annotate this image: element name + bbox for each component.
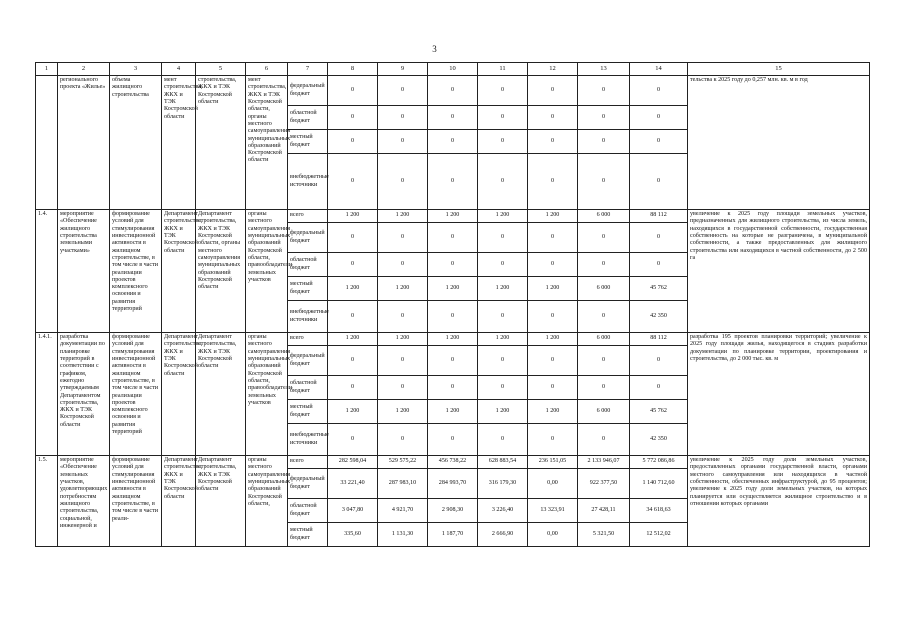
measure-name: мероприятие «Обеспечение жилищного строительства земельными участками» (58, 210, 110, 333)
funding-value: 1 200 (528, 210, 578, 223)
funding-source: внебюджетные источники (288, 424, 328, 456)
funding-value: 42 350 (630, 301, 688, 333)
funding-value: 2 133 946,07 (578, 456, 630, 469)
funding-value: 0 (328, 223, 378, 253)
funding-value: 0 (378, 424, 428, 456)
funding-value: 0 (428, 346, 478, 376)
task-description: объема жилищного строительства (110, 76, 162, 210)
funding-source: федеральный бюджет (288, 76, 328, 106)
responsible-executor: Департамент строительства, ЖКХ и ТЭК Костромской области (162, 456, 196, 547)
task-description: формирование условий для стимулирования инвестиционной активности в жилищном строительстве, в том числе в части реализации проектов комплексного освоения и развития территорий (110, 210, 162, 333)
funding-value: 0 (378, 223, 428, 253)
responsible-executor: мент строительства, ЖКХ и ТЭК Костромской области (162, 76, 196, 210)
column-number: 4 (162, 63, 196, 76)
funding-value: 45 762 (630, 400, 688, 424)
funding-source: федеральный бюджет (288, 346, 328, 376)
column-number: 6 (246, 63, 288, 76)
funding-source: областной бюджет (288, 106, 328, 130)
funding-value: 0 (578, 253, 630, 277)
funding-value: 0,00 (528, 469, 578, 499)
participants: органы местного самоуправления муниципальных образований Костромской области, (246, 456, 288, 547)
funding-source: внебюджетные источники (288, 154, 328, 210)
funding-value: 287 983,10 (378, 469, 428, 499)
funding-value: 0 (630, 253, 688, 277)
funding-value: 1 200 (478, 277, 528, 301)
expected-result: увеличение к 2025 году доли земельных участков, предоставленных органами государственной власти, органами местного самоуправления или находящихся в частной собственности, обеспеченных инфраструктурой, до 95 процентов; увеличение к 2025 году доли земельных участков, на которых планируется или осуществляется жилищное строительство и в отношении которых органами (688, 456, 870, 547)
funding-value: 0 (630, 154, 688, 210)
funding-value: 0 (578, 106, 630, 130)
funding-value: 0 (328, 154, 378, 210)
funding-value: 0 (428, 223, 478, 253)
measure-name: разработка документации по планировке территорий в соответствии с графиком, ежегодно утверждаемым Департаментом строительства, ЖКХ и ТЭК Костромской области (58, 333, 110, 456)
funding-value: 1 200 (378, 277, 428, 301)
funding-value: 0 (328, 76, 378, 106)
funding-value: 282 598,04 (328, 456, 378, 469)
funding-value: 12 512,02 (630, 523, 688, 547)
co-executor: Департамент строительства, ЖКХ и ТЭК Костромской области (196, 333, 246, 456)
column-number: 9 (378, 63, 428, 76)
funding-value: 1 131,30 (378, 523, 428, 547)
funding-value: 0 (328, 424, 378, 456)
funding-value: 0 (378, 154, 428, 210)
funding-value: 1 200 (378, 210, 428, 223)
funding-value: 0,00 (528, 523, 578, 547)
funding-value: 33 221,40 (328, 469, 378, 499)
column-number: 8 (328, 63, 378, 76)
funding-value: 0 (378, 130, 428, 154)
funding-value: 1 200 (378, 400, 428, 424)
funding-value: 1 200 (378, 333, 428, 346)
funding-value: 5 321,50 (578, 523, 630, 547)
funding-value: 0 (428, 76, 478, 106)
page-number: 3 (432, 44, 437, 54)
funding-source: федеральный бюджет (288, 223, 328, 253)
funding-value: 0 (478, 76, 528, 106)
funding-value: 0 (478, 223, 528, 253)
task-description: формирование условий для стимулирования инвестиционной активности в жилищном строительстве, в том числе в части реали- (110, 456, 162, 547)
funding-value: 2 908,30 (428, 499, 478, 523)
funding-source: всего (288, 210, 328, 223)
co-executor: Департамент строительства, ЖКХ и ТЭК Костромской области, органы местного самоуправления муниципальных образований Костромской области (196, 210, 246, 333)
funding-value: 88 112 (630, 333, 688, 346)
column-number: 7 (288, 63, 328, 76)
funding-value: 1 200 (478, 333, 528, 346)
funding-value: 1 200 (328, 210, 378, 223)
funding-value: 0 (528, 76, 578, 106)
funding-value: 0 (478, 253, 528, 277)
funding-value: 0 (578, 154, 630, 210)
funding-value: 0 (630, 223, 688, 253)
funding-value: 88 112 (630, 210, 688, 223)
funding-value: 0 (378, 301, 428, 333)
column-number: 1 (36, 63, 58, 76)
funding-value: 0 (478, 301, 528, 333)
funding-value: 628 883,54 (478, 456, 528, 469)
measure-name: мероприятие «Обеспечение земельных участков, удовлетворяющих потребностям жилищного строительства, социальной, инженерной и (58, 456, 110, 547)
funding-value: 0 (478, 424, 528, 456)
responsible-executor: Департамент строительства, ЖКХ и ТЭК Костромской области (162, 333, 196, 456)
funding-source: местный бюджет (288, 277, 328, 301)
column-number: 14 (630, 63, 688, 76)
funding-value: 0 (578, 223, 630, 253)
funding-value: 1 200 (328, 400, 378, 424)
funding-value: 1 200 (478, 400, 528, 424)
funding-value: 0 (578, 424, 630, 456)
funding-value: 42 350 (630, 424, 688, 456)
funding-value: 1 200 (528, 277, 578, 301)
funding-value: 0 (328, 346, 378, 376)
expected-result: разработка 195 проектов планировки территорий; увеличение к 2025 году площади жилья, находящегося в стадиях разработки документации по планировке территории, проектирования и строительства, до 2 000 тыс. кв. м (688, 333, 870, 456)
funding-source: областной бюджет (288, 499, 328, 523)
participants: органы местного самоуправления муниципальных образований Костромской области, правообладатели земельных участков (246, 210, 288, 333)
funding-source: местный бюджет (288, 130, 328, 154)
funding-value: 1 200 (428, 400, 478, 424)
column-number: 12 (528, 63, 578, 76)
funding-value: 0 (528, 253, 578, 277)
funding-value: 0 (378, 346, 428, 376)
funding-value: 0 (578, 346, 630, 376)
funding-value: 1 187,70 (428, 523, 478, 547)
table-row (36, 333, 870, 346)
table-row (36, 76, 870, 106)
column-number: 13 (578, 63, 630, 76)
co-executor: строительства, ЖКХ и ТЭК Костромской области (196, 76, 246, 210)
funding-value: 0 (328, 106, 378, 130)
funding-source: местный бюджет (288, 523, 328, 547)
funding-value: 0 (528, 346, 578, 376)
funding-value: 0 (478, 106, 528, 130)
funding-value: 0 (528, 376, 578, 400)
measure-name: регионального проекта «Жилье» (58, 76, 110, 210)
funding-value: 3 047,80 (328, 499, 378, 523)
funding-source: внебюджетные источники (288, 301, 328, 333)
funding-value: 1 200 (428, 210, 478, 223)
funding-value: 0 (528, 424, 578, 456)
funding-value: 1 140 712,60 (630, 469, 688, 499)
column-number: 15 (688, 63, 870, 76)
funding-value: 456 738,22 (428, 456, 478, 469)
funding-value: 0 (328, 130, 378, 154)
column-number-row (36, 63, 870, 76)
funding-value: 0 (378, 76, 428, 106)
participants: мент строительства, ЖКХ и ТЭК Костромской области, органы местного самоуправления муниципальных образований Костромской области (246, 76, 288, 210)
funding-value: 0 (428, 154, 478, 210)
funding-value: 335,60 (328, 523, 378, 547)
funding-value: 316 179,30 (478, 469, 528, 499)
funding-value: 0 (478, 154, 528, 210)
funding-value: 0 (378, 106, 428, 130)
item-number: 1.4. (36, 210, 58, 333)
funding-source: всего (288, 456, 328, 469)
funding-value: 0 (630, 346, 688, 376)
funding-value: 0 (378, 253, 428, 277)
funding-value: 45 762 (630, 277, 688, 301)
funding-value: 0 (428, 106, 478, 130)
funding-value: 0 (578, 76, 630, 106)
funding-value: 3 226,40 (478, 499, 528, 523)
expected-result: увеличение к 2025 году площади земельных участков, предназначенных для жилищного строительства, из числа земель, находящихся в государственной собственности, государственная собственность на которые не разграничена, в муниципальной собственности, а также предоставленных для жилищного строительства или находящихся в частной собственности, до 2 500 га (688, 210, 870, 333)
column-number: 3 (110, 63, 162, 76)
funding-value: 6 000 (578, 277, 630, 301)
funding-value: 0 (478, 130, 528, 154)
participants: органы местного самоуправления муниципальных образований Костромской области, правообладатели земельных участков (246, 333, 288, 456)
co-executor: Департамент строительства, ЖКХ и ТЭК Костромской области (196, 456, 246, 547)
task-description: формирование условий для стимулирования инвестиционной активности в жилищном строительстве, в том числе в части реализации проектов комплексного освоения и развития территорий (110, 333, 162, 456)
table-row (36, 210, 870, 223)
funding-value: 0 (528, 154, 578, 210)
funding-value: 5 772 086,86 (630, 456, 688, 469)
funding-value: 0 (528, 106, 578, 130)
funding-value: 6 000 (578, 400, 630, 424)
column-number: 10 (428, 63, 478, 76)
funding-value: 922 377,50 (578, 469, 630, 499)
funding-source: местный бюджет (288, 400, 328, 424)
funding-value: 1 200 (328, 277, 378, 301)
funding-source: областной бюджет (288, 253, 328, 277)
funding-value: 0 (328, 301, 378, 333)
funding-value: 0 (528, 223, 578, 253)
funding-source: всего (288, 333, 328, 346)
funding-value: 0 (528, 130, 578, 154)
column-number: 2 (58, 63, 110, 76)
funding-value: 27 428,11 (578, 499, 630, 523)
funding-value: 6 000 (578, 333, 630, 346)
funding-value: 0 (428, 130, 478, 154)
column-number: 5 (196, 63, 246, 76)
item-number (36, 76, 58, 210)
funding-value: 0 (578, 301, 630, 333)
funding-value: 34 618,63 (630, 499, 688, 523)
funding-value: 0 (428, 424, 478, 456)
funding-value: 1 200 (428, 277, 478, 301)
funding-value: 0 (478, 376, 528, 400)
funding-value: 1 200 (478, 210, 528, 223)
funding-value: 0 (630, 376, 688, 400)
funding-value: 0 (528, 301, 578, 333)
funding-source: областной бюджет (288, 376, 328, 400)
funding-value: 236 151,05 (528, 456, 578, 469)
funding-value: 4 921,70 (378, 499, 428, 523)
funding-value: 0 (328, 376, 378, 400)
funding-value: 2 666,90 (478, 523, 528, 547)
funding-value: 6 000 (578, 210, 630, 223)
funding-value: 1 200 (428, 333, 478, 346)
funding-value: 0 (428, 253, 478, 277)
funding-value: 0 (478, 346, 528, 376)
funding-value: 1 200 (528, 400, 578, 424)
item-number: 1.5. (36, 456, 58, 547)
funding-value: 0 (328, 253, 378, 277)
funding-value: 0 (578, 130, 630, 154)
program-table (35, 62, 870, 547)
funding-value: 0 (378, 376, 428, 400)
funding-value: 13 323,91 (528, 499, 578, 523)
funding-value: 0 (630, 130, 688, 154)
funding-value: 1 200 (328, 333, 378, 346)
item-number: 1.4.1. (36, 333, 58, 456)
funding-value: 1 200 (528, 333, 578, 346)
funding-value: 0 (630, 106, 688, 130)
funding-value: 0 (630, 76, 688, 106)
expected-result: тельства к 2025 году до 0,257 млн. кв. м в год (688, 76, 870, 210)
funding-value: 0 (578, 376, 630, 400)
funding-source: федеральный бюджет (288, 469, 328, 499)
funding-value: 0 (428, 301, 478, 333)
table-row (36, 456, 870, 469)
responsible-executor: Департамент строительства, ЖКХ и ТЭК Костромской области (162, 210, 196, 333)
column-number: 11 (478, 63, 528, 76)
funding-value: 529 575,22 (378, 456, 428, 469)
funding-value: 0 (428, 376, 478, 400)
funding-value: 284 993,70 (428, 469, 478, 499)
